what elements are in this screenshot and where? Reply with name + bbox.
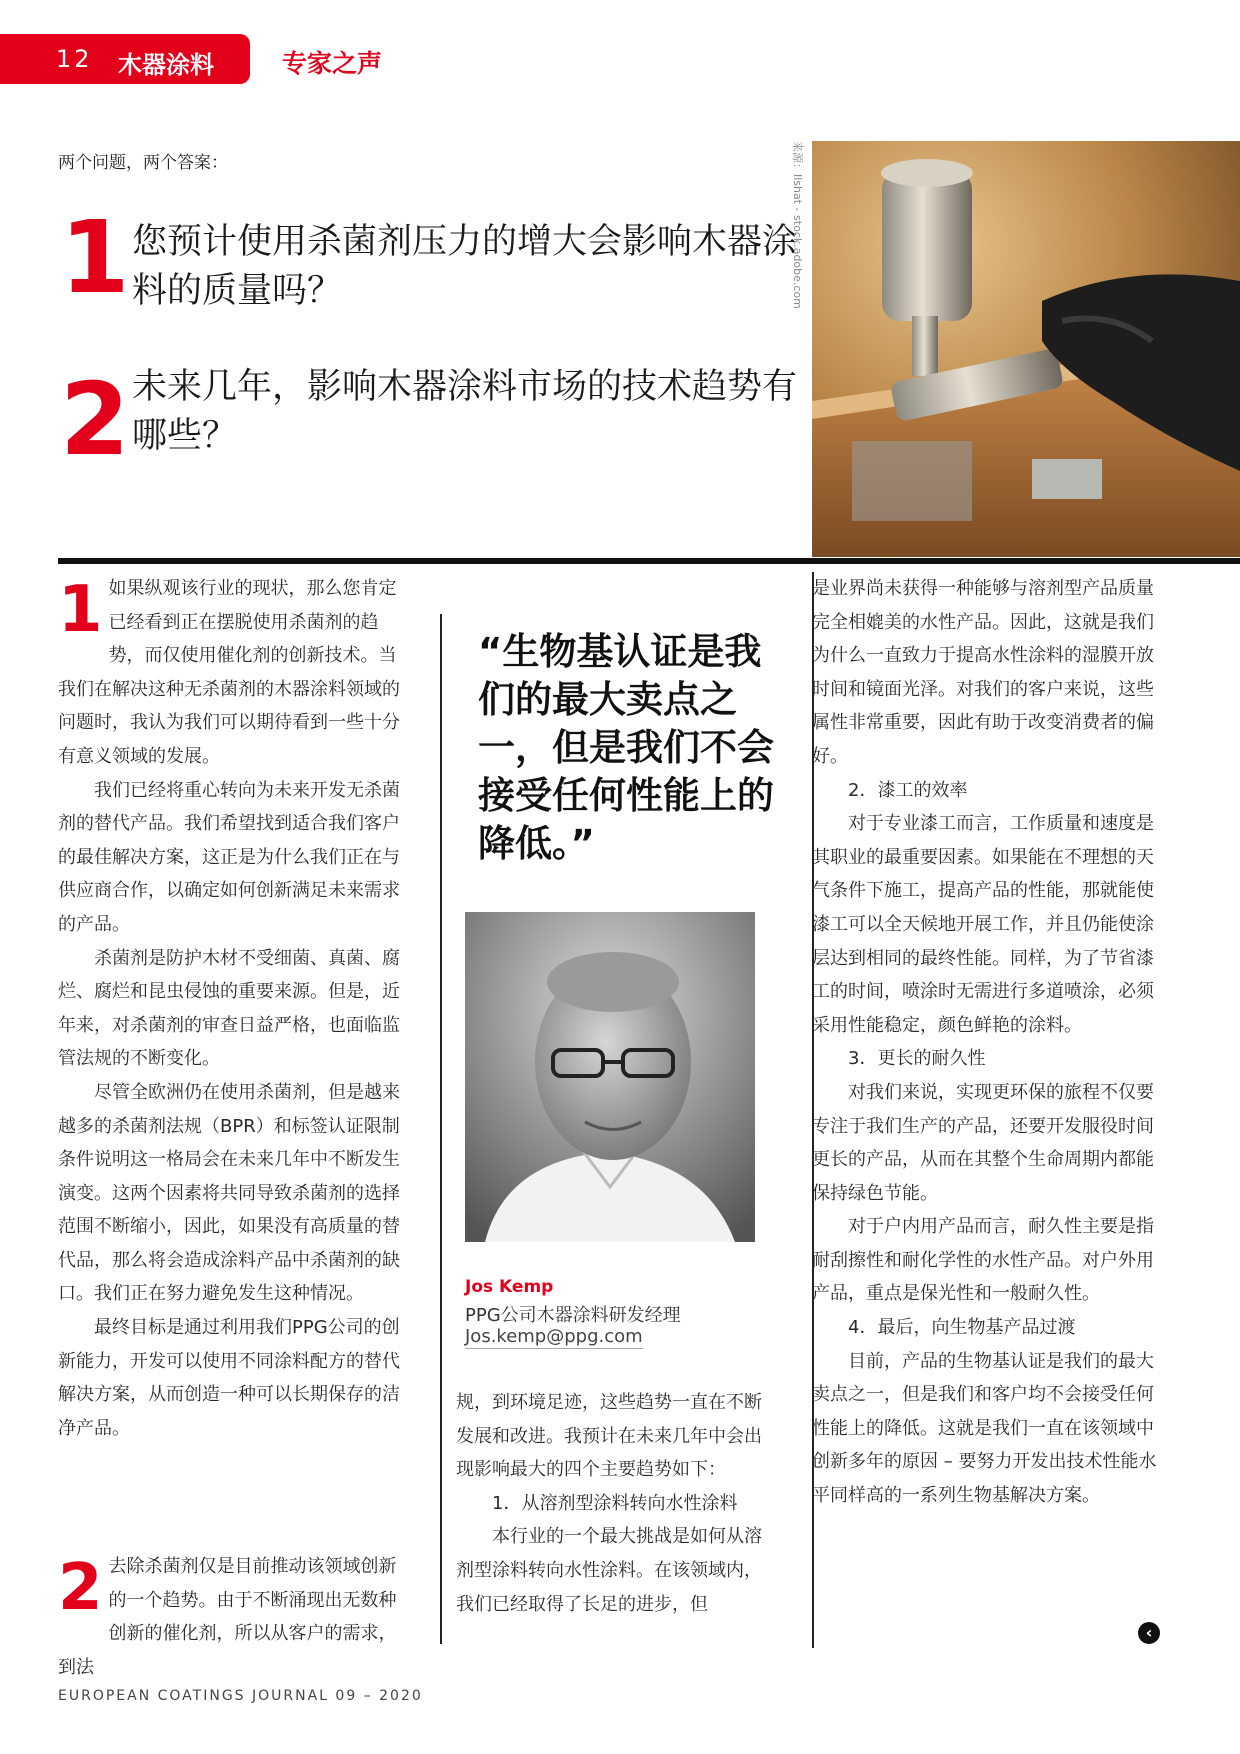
answer-2-paragraph: 本行业的一个最大挑战是如何从溶剂型涂料转向水性涂料。在该领域内，我们已经取得了长足的进步，但: [456, 1526, 762, 1615]
question-1-number: 1: [60, 199, 130, 316]
question-2-text: 未来几年，影响木器涂料市场的技术趋势有哪些？: [132, 367, 798, 456]
answer-2-paragraph: 规，到环境足迹，这些趋势一直在不断发展和改进。我预计在未来几年中会出现影响最大的四个主要趋势如下：: [456, 1392, 762, 1481]
answer-2-paragraph: 是业界尚未获得一种能够与溶剂型产品质量完全相媲美的水性产品。因此，这就是我们为什么一直致力于提高水性涂料的湿膜开放时间和镜面光泽。对我们的客户来说，这些属性非常重要，因此有助于改变消费者的偏好。: [812, 578, 1154, 767]
trend-1-heading: 1．从溶剂型涂料转向水性涂料: [492, 1492, 738, 1514]
answer-2-dropcap: 2: [58, 1551, 103, 1625]
page-number: 12: [56, 45, 93, 73]
image-credit: 来源：Ilshat - stock.adobe.com: [791, 141, 804, 309]
answer-2-paragraph: 对我们来说，实现更环保的旅程不仅要专注于我们生产的产品，还要开发服役时间更长的产品，从而在其整个生命周期内都能保持绿色节能。: [812, 1081, 1154, 1204]
pull-quote: “生物基认证是我们的最大卖点之一，但是我们不会接受任何性能上的降低。”: [478, 630, 774, 865]
answer-2-continued: [456, 1386, 768, 1621]
question-1-text: 您预计使用杀菌剂压力的增大会影响木器涂料的质量吗？: [132, 222, 798, 311]
author-portrait: [465, 912, 755, 1242]
answer-1-paragraph-4: 尽管全欧洲仍在使用杀菌剂，但是越来越多的杀菌剂法规（BPR）和标签认证限制条件说明这一格局会在未来几年中不断发生演变。这两个因素将共同导致杀菌剂的选择范围不断缩小，因此，如果没有高质量的替代品，那么将会造成涂料产品中杀菌剂的缺口。我们正在努力避免发生这种情况。: [58, 1081, 400, 1305]
author-email-link[interactable]: Jos.kemp@ppg.com: [465, 1326, 643, 1347]
answer-2-column-3: [812, 572, 1168, 1513]
answer-1-paragraph-3: 杀菌剂是防护木材不受细菌、真菌、腐烂、腐烂和昆虫侵蚀的重要来源。但是，近年来，对杀菌剂的审查日益严格，也面临监管法规的不断变化。: [58, 947, 400, 1070]
author-name: Jos Kemp: [465, 1277, 554, 1297]
author-title: PPG公司木器涂料研发经理: [465, 1305, 681, 1326]
answer-1-paragraph-5: 最终目标是通过利用我们PPG公司的创新能力，开发可以使用不同涂料配方的替代解决方案，从而创造一种可以长期保存的洁净产品。: [58, 1317, 400, 1439]
answer-2-intro: 2 去除杀菌剂仅是目前推动该领域创新的一个趋势。由于不断涌现出无数种创新的催化剂，所以从客户的需求，到法: [58, 1551, 397, 1678]
answer-2-paragraph: 对于专业漆工而言，工作质量和速度是其职业的最重要因素。如果能在不理想的天气条件下施工，提高产品的性能，那就能使漆工可以全天候地开展工作，并且仍能使涂层达到相同的最终性能。同样，为了节省漆工的时间，喷涂时无需进行多道喷涂，必须采用性能稳定，颜色鲜艳的涂料。: [812, 813, 1154, 1036]
trend-2-heading: 2．漆工的效率: [848, 779, 968, 801]
question-2-number: 2: [60, 361, 130, 478]
section-divider: [58, 558, 1240, 564]
answer-2-paragraph: 对于户内用产品而言，耐久性主要是指耐刮擦性和耐化学性的水性产品。对户外用产品，重点是保光性和一般耐久性。: [812, 1216, 1154, 1305]
category-label: 专家之声: [282, 49, 383, 78]
intro-text: 两个问题，两个答案：: [58, 153, 228, 173]
trend-3-heading: 3．更长的耐久性: [848, 1048, 986, 1070]
section-title: 木器涂料: [118, 51, 214, 79]
answer-1-paragraph-1: 1 如果纵观该行业的现状，那么您肯定已经看到正在摆脱使用杀菌剂的趋势，而仅使用催化剂的创新技术。当我们在解决这种无杀菌剂的木器涂料领域的问题时，我认为我们可以期待看到一些十分有意义领域的发展。: [58, 573, 400, 767]
footer-journal-issue: EUROPEAN COATINGS JOURNAL 09 – 2020: [58, 1688, 423, 1704]
trend-4-heading: 4．最后，向生物基产品过渡: [848, 1317, 1076, 1339]
answer-1-dropcap: 1: [58, 573, 103, 647]
column-rule: [440, 614, 442, 1644]
spray-gun-photo: [812, 141, 1240, 557]
answer-1: [58, 572, 406, 1445]
answer-2-paragraph: 目前，产品的生物基认证是我们的最大卖点之一，但是我们和客户均不会接受任何性能上的降低。这就是我们一直在该领域中创新多年的原因 – 要努力开发出技术性能水平同样高的一系列生物基解决方案。: [812, 1350, 1157, 1507]
answer-1-paragraph-2: 我们已经将重心转向为未来开发无杀菌剂的替代产品。我们希望找到适合我们客户的最佳解决方案，这正是为什么我们正在与供应商合作，以确定如何创新满足未来需求的产品。: [58, 779, 400, 935]
chevron-left-circle-icon[interactable]: ‹: [1138, 1622, 1160, 1644]
